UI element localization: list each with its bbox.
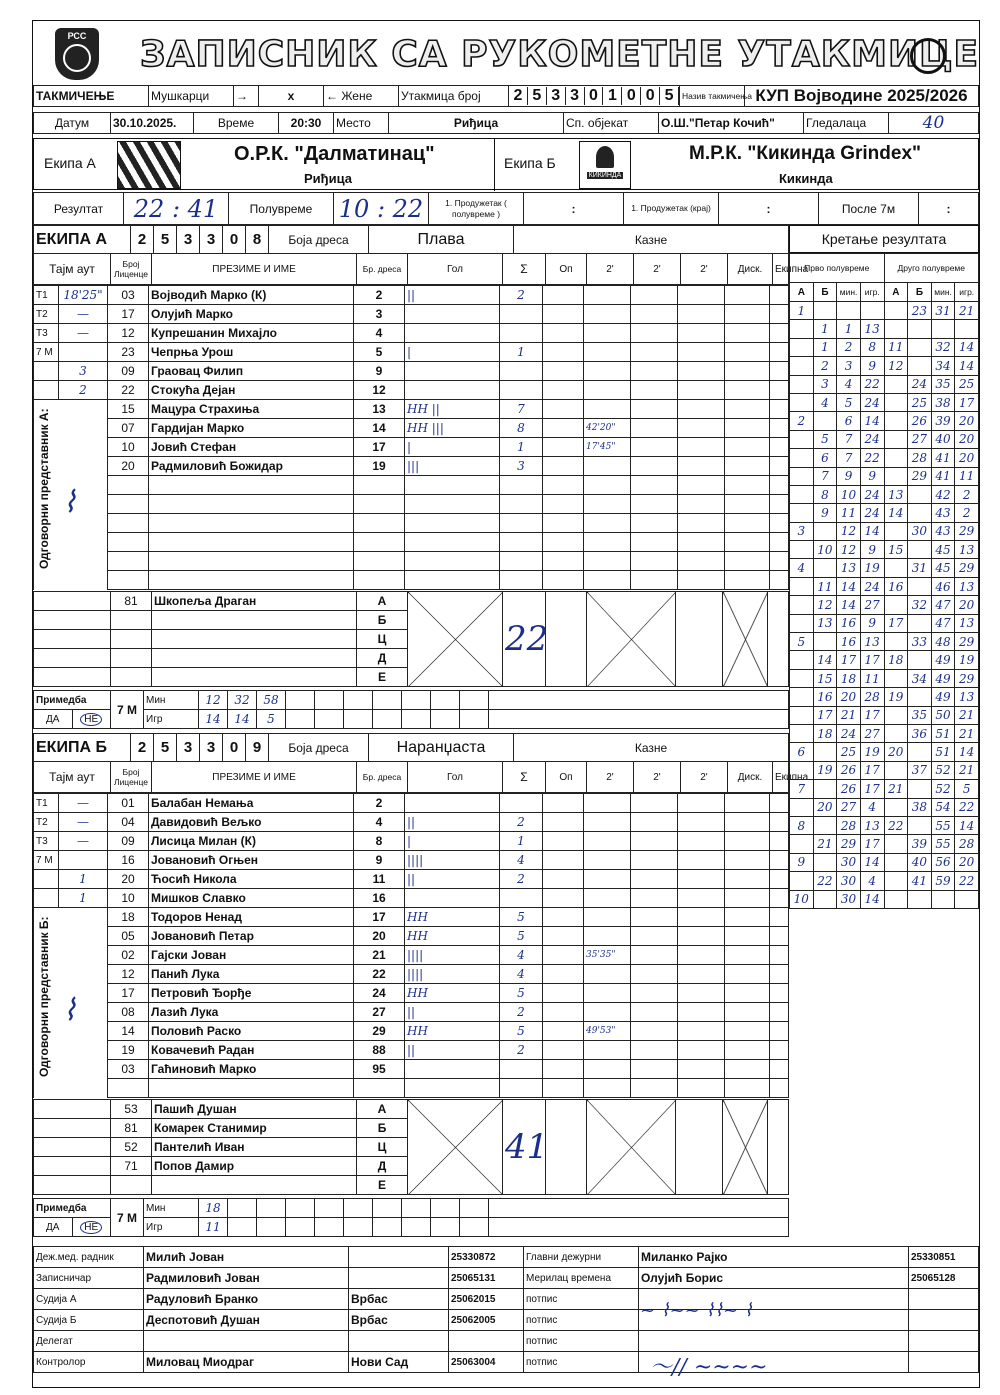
meta-row-2: Датум 30.10.2025. Време 20:30 Место Риђица Сп. објекат О.Ш."Петар Кочић" Гледалаца 40 xyxy=(33,112,979,134)
official-row: 53 Пашић Душан А 41 xyxy=(34,1100,789,1119)
progress-row: 19 26 17 37 52 21 xyxy=(790,761,979,779)
official-row: Е xyxy=(34,1176,789,1195)
team-code-digit: 5 xyxy=(154,226,177,254)
player-row: 2 22 Стокућа Дејан 12 xyxy=(34,381,789,400)
player-row xyxy=(34,476,789,495)
signature-2: 〜∕∕ ~~~~ xyxy=(650,1355,768,1380)
representative-signature: ⌇ xyxy=(62,485,77,520)
progress-row: 1 1 13 xyxy=(790,320,979,338)
player-row: 10 Јовић Стефан 17 | 1 17'45" xyxy=(34,438,789,457)
match-number-digit: 1 xyxy=(603,87,622,105)
team-code-digit: 3 xyxy=(177,226,200,254)
progress-row: 15 18 11 34 49 29 xyxy=(790,669,979,687)
match-number-digit: 3 xyxy=(547,87,566,105)
progress-row: 3 12 14 30 43 29 xyxy=(790,522,979,540)
player-row xyxy=(34,1079,789,1098)
player-row: 7 M 23 Чепрња Урош 5 | 1 xyxy=(34,343,789,362)
match-record-sheet: РСС ЗАПИСНИК СА РУКОМЕТНЕ УТАКМИЦЕ ТАКМИЧЕЊЕ Мушкарци → x ← Жене Утакмица број 2 5 3 3 0 1 0 0 5 Назив такмичења КУП Војводине 2025/2026 Датум 30.10.2025. Време 20:30 Место Риђица Сп. објекат О.Ш."Петар Кочић" Гледалаца 40 Екипа А О.Р.К. "Далматинац" Риђица Екипа Б КИКИНДА М.Р.К. "Кикинда Grindex" Кикинда Резултат 22 : 41 Полувреме 10 : 22 1. Продужетак ( полувреме ) : 1. Продужетак (крај) : После 7м : ЕКИПА А 2 5 3 3 0 8 Боја дреса Плава Казне Тајм аут Број Лиценце ПРЕЗИМЕ И ИМЕ Бр. дреса Гол Σ Оп 2' 2' 2' Диск. Екипна T1 18'25" 03 Војводић Марко (К) 2 || 2 T2 — 17 Олујић Марко 3 T3 — 12 Купрешанин Михајло 4 7 M 23 Чепрња Урош 5 | 1 3 09 Граовац Филип 9 2 22 Стокућа Дејан 12 15 Мацура Страхиња 13 HH || 7 07 Гардијан Марко 14 HH ||| 8 42'20" 10 Јовић Стефан 17 | 1 17'45" 20 Радмиловић Божидар 19 ||| 3 81 Шкопеља Драган А 22 Б Ц Д Е Примедба 7 М Мин 12 32 58 ДА НЕ Игр 14 14 5 Одговорни представник А: ⌇ ЕКИПА Б 2 5 3 3 0 9 Боја дреса Наранџаста Казне Тајм аут Број Лиценце ПРЕЗИМЕ И ИМЕ Бр. дреса Гол Σ Оп 2' 2' 2' Диск. Екипна T1 — 01 Балабан Немања 2 T2 — 04 Давидовић Вељко 4 || 2 T3 — 09 Лисица Милан (К) 8 | 1 7 M 16 Јовановић Огњен 9 |||| 4 1 20 Ћосић Никола 11 || 2 1 10 Мишков Славко 16 18 Тодоров Ненад 17 HH 5 05 Јовановић Петар 20 HH 5 02 Гајски Јован 21 |||| 4 35'35" 12 Панић Лука 22 |||| 4 17 Петровић Ђорђе 24 HH 5 08 Лазић Лука 27 || 2 14 Половић Раско 29 HH 5 49'53" 19 Ковачевић Радан 88 || 2 03 Гаћиновић Марко 95 53 Пашић Душан А 41 81 Комарек Станимир Б 52 Пантелић Иван Ц 71 Попов Дамир Д Е Примедба 7 М Мин 18 ДА НЕ Игр 11 Одговорни представник Б: ⌇ Кретање резултата Прво полувреме Друго полувреме А Б мин. игр. А Б мин. игр. 1 23 31 21 1 1 13 1 2 8 11 32 14 2 3 9 12 34 14 3 4 22 24 35 25 4 5 24 25 38 17 2 6 14 26 39 20 5 7 24 27 40 20 6 7 22 28 41 20 7 9 9 29 41 11 8 10 24 13 42 2 9 11 24 14 43 2 3 12 14 30 43 29 10 12 9 15 45 13 4 13 19 31 45 29 11 14 24 16 46 13 12 14 27 32 47 20 13 16 9 17 47 13 5 16 13 33 48 29 14 17 17 18 49 19 15 18 11 34 49 29 16 20 28 19 49 13 17 21 17 35 50 21 18 24 27 36 51 21 6 25 19 20 51 14 19 26 17 37 52 21 7 26 17 21 52 5 20 27 4 38 54 22 8 28 13 22 55 14 21 29 17 39 55 28 9 30 14 40 56 20 22 30 4 41 59 22 10 30 14 Деж.мед. радник Милић Јован 25330872 Главни дежурни Миланко Рајко 25330851 Записничар Радмиловић Јован 25065131 Мерилац времена Олујић Борис 25065128 Судија А Радуловић Бранко Врбас 25062015 потпис Судија Б Деспотовић Душан Врбас 25062005 потпис Делегат потпис Контролор Миловац Миодраг Нови Сад 25063004 потпис ~ ⌇~~ ⌇⌇~ ⌇ 〜∕∕ ~~~~ xyxy=(0,0,1000,1395)
player-row: T1 — 01 Балабан Немања 2 xyxy=(34,794,789,813)
match-number xyxy=(509,86,680,107)
team_b-header: ЕКИПА Б 2 5 3 3 0 9 Боја дреса Наранџаста Казне xyxy=(33,733,789,762)
team-a-logo xyxy=(117,141,181,189)
team-b-logo: КИКИНДА xyxy=(579,141,631,189)
match-number-digit: 5 xyxy=(528,87,547,105)
player-row: 03 Гаћиновић Марко 95 xyxy=(34,1060,789,1079)
player-row: 18 Тодоров Ненад 17 HH 5 xyxy=(34,908,789,927)
team_a-players xyxy=(33,285,789,590)
progress-row: 1 23 31 21 xyxy=(790,302,979,320)
footer-row: Контролор Миловац Миодраг Нови Сад 25063004 потпис xyxy=(34,1352,979,1373)
player-row xyxy=(34,533,789,552)
official-row: Б xyxy=(34,611,789,630)
crossed-box xyxy=(408,592,503,687)
progress-row: 21 29 17 39 55 28 xyxy=(790,835,979,853)
official-row: 52 Пантелић Иван Ц xyxy=(34,1138,789,1157)
result-row: Резултат 22 : 41 Полувреме 10 : 22 1. Продужетак ( полувреме ) : 1. Продужетак (крај) : После 7м : xyxy=(33,192,979,225)
ball-icon xyxy=(63,44,91,72)
progress-row: 16 20 28 19 49 13 xyxy=(790,688,979,706)
player-row: 19 Ковачевић Радан 88 || 2 xyxy=(34,1041,789,1060)
team-code-digit: 5 xyxy=(154,734,177,762)
official-row: 81 Шкопеља Драган А 22 xyxy=(34,592,789,611)
match-number-digit: 3 xyxy=(566,87,585,105)
player-row xyxy=(34,552,789,571)
player-row: 3 09 Граовац Филип 9 xyxy=(34,362,789,381)
official-row: 81 Комарек Станимир Б xyxy=(34,1119,789,1138)
team_a-officials xyxy=(33,591,789,687)
progress-row: 2 6 14 26 39 20 xyxy=(790,412,979,430)
team-code-digit: 0 xyxy=(223,734,246,762)
match-number-digit: 0 xyxy=(641,87,660,105)
team-code-digit: 2 xyxy=(131,226,154,254)
match-number-digit: 0 xyxy=(622,87,641,105)
progress-row: 11 14 24 16 46 13 xyxy=(790,577,979,595)
representative-signature: ⌇ xyxy=(62,993,77,1028)
officials-footer xyxy=(33,1246,979,1373)
progress-row: 9 11 24 14 43 2 xyxy=(790,504,979,522)
progress-row: 6 25 19 20 51 14 xyxy=(790,743,979,761)
score-progress-table: Прво полувреме Друго полувреме А Б мин. игр. А Б мин. игр. 1 23 31 21 1 1 13 1 2 8 11 32 14 2 3 9 12 34 14 3 4 22 24 35 25 4 5 24 25 38 17 2 6 14 26 39 20 5 7 24 27 40 20 6 7 22 28 41 20 7 9 9 29 41 11 8 10 24 13 42 2 9 11 24 14 43 2 3 12 14 30 43 29 10 12 9 15 45 13 4 13 19 31 45 29 11 14 24 16 46 13 12 14 27 32 47 20 13 16 9 17 47 13 5 16 13 33 48 29 14 17 17 18 49 19 15 18 11 34 49 29 16 20 28 19 49 13 17 21 17 35 50 21 18 24 27 36 51 21 6 25 19 20 51 14 19 26 17 37 52 21 7 26 17 21 52 5 20 27 4 38 54 22 8 28 13 22 55 14 21 29 17 39 55 28 9 30 14 40 56 20 22 30 4 41 59 22 10 30 14 xyxy=(789,253,979,909)
progress-row: 20 27 4 38 54 22 xyxy=(790,798,979,816)
team_a-notes: Примедба 7 М Мин 12 32 58 ДА НЕ Игр 14 14 5 xyxy=(33,690,789,729)
player-row: 1 10 Мишков Славко 16 xyxy=(34,889,789,908)
progress-row: 18 24 27 36 51 21 xyxy=(790,724,979,742)
player-row: T3 — 12 Купрешанин Михајло 4 xyxy=(34,324,789,343)
handball-player-icon xyxy=(596,146,614,168)
signature-1: ~ ⌇~~ ⌇⌇~ ⌇ xyxy=(640,1300,753,1321)
official-row: Д xyxy=(34,649,789,668)
rss-logo: РСС xyxy=(55,28,99,80)
progress-row: 4 13 19 31 45 29 xyxy=(790,559,979,577)
official-row: Ц xyxy=(34,630,789,649)
ball-logo-icon xyxy=(910,38,946,74)
progress-row: 8 10 24 13 42 2 xyxy=(790,485,979,503)
match-number-digit: 2 xyxy=(509,87,528,105)
player-row xyxy=(34,514,789,533)
footer-row: Судија Б Деспотовић Душан Врбас 25062005 потпис xyxy=(34,1310,979,1331)
progress-row: 9 30 14 40 56 20 xyxy=(790,853,979,871)
team_b-officials xyxy=(33,1099,789,1195)
progress-row: 14 17 17 18 49 19 xyxy=(790,651,979,669)
footer-row: Делегат потпис xyxy=(34,1331,979,1352)
progress-row: 6 7 22 28 41 20 xyxy=(790,449,979,467)
progress-row: 5 16 13 33 48 29 xyxy=(790,633,979,651)
team-code-digit: 2 xyxy=(131,734,154,762)
player-row xyxy=(34,571,789,590)
official-row: Е xyxy=(34,668,789,687)
team-code-digit: 0 xyxy=(223,226,246,254)
player-row: T2 — 04 Давидовић Вељко 4 || 2 xyxy=(34,813,789,832)
player-row: T3 — 09 Лисица Милан (К) 8 | 1 xyxy=(34,832,789,851)
progress-row: 22 30 4 41 59 22 xyxy=(790,872,979,890)
player-row: 7 M 16 Јовановић Огњен 9 |||| 4 xyxy=(34,851,789,870)
player-row xyxy=(34,495,789,514)
player-row: 05 Јовановић Петар 20 HH 5 xyxy=(34,927,789,946)
score-progress-header: Кретање резултата xyxy=(789,225,979,253)
match-number-digit: 0 xyxy=(585,87,604,105)
player-row: 20 Радмиловић Божидар 19 ||| 3 xyxy=(34,457,789,476)
match-number-digit: 5 xyxy=(660,87,679,105)
progress-row: 10 12 9 15 45 13 xyxy=(790,541,979,559)
player-row: 07 Гардијан Марко 14 HH ||| 8 42'20" xyxy=(34,419,789,438)
progress-row: 7 26 17 21 52 5 xyxy=(790,780,979,798)
team_a-columns: Тајм аут Број Лиценце ПРЕЗИМЕ И ИМЕ Бр. дреса Гол Σ Оп 2' 2' 2' Диск. Екипна xyxy=(33,253,789,285)
team-code-digit: 3 xyxy=(177,734,200,762)
footer-row: Деж.мед. радник Милић Јован 25330872 Главни дежурни Миланко Рајко 25330851 xyxy=(34,1247,979,1268)
progress-row: 8 28 13 22 55 14 xyxy=(790,816,979,834)
crossed-box xyxy=(587,592,676,687)
crossed-box xyxy=(723,592,768,687)
team-code-digit: 9 xyxy=(246,734,269,762)
progress-row: 7 9 9 29 41 11 xyxy=(790,467,979,485)
team-code-digit: 3 xyxy=(200,734,223,762)
player-row: 15 Мацура Страхиња 13 HH || 7 xyxy=(34,400,789,419)
player-row: T1 18'25" 03 Војводић Марко (К) 2 || 2 xyxy=(34,286,789,305)
player-row: 1 20 Ћосић Никола 11 || 2 xyxy=(34,870,789,889)
footer-row: Записничар Радмиловић Јован 25065131 Мерилац времена Олујић Борис 25065128 xyxy=(34,1268,979,1289)
teams-row: Екипа А О.Р.К. "Далматинац" Риђица Екипа Б КИКИНДА М.Р.К. "Кикинда Grindex" Кикинда xyxy=(33,138,979,190)
progress-row: 2 3 9 12 34 14 xyxy=(790,357,979,375)
progress-row: 13 16 9 17 47 13 xyxy=(790,614,979,632)
player-row: 14 Половић Раско 29 HH 5 49'53" xyxy=(34,1022,789,1041)
meta-row-1: ТАКМИЧЕЊЕ Мушкарци → x ← Жене Утакмица број 2 5 3 3 0 1 0 0 5 Назив такмичења КУП Војводине 2025/2026 xyxy=(33,85,979,107)
footer-row: Судија А Радуловић Бранко Врбас 25062015 потпис xyxy=(34,1289,979,1310)
team_b-columns: Тајм аут Број Лиценце ПРЕЗИМЕ И ИМЕ Бр. дреса Гол Σ Оп 2' 2' 2' Диск. Екипна xyxy=(33,761,789,793)
player-row: 17 Петровић Ђорђе 24 HH 5 xyxy=(34,984,789,1003)
progress-row: 17 21 17 35 50 21 xyxy=(790,706,979,724)
team_b-notes: Примедба 7 М Мин 18 ДА НЕ Игр 11 xyxy=(33,1198,789,1237)
crossed-box xyxy=(587,1100,676,1195)
team_a-header: ЕКИПА А 2 5 3 3 0 8 Боја дреса Плава Казне xyxy=(33,225,789,254)
team-code-digit: 3 xyxy=(200,226,223,254)
team-code-digit: 8 xyxy=(246,226,269,254)
progress-row: 3 4 22 24 35 25 xyxy=(790,375,979,393)
player-row: T2 — 17 Олујић Марко 3 xyxy=(34,305,789,324)
progress-row: 1 2 8 11 32 14 xyxy=(790,338,979,356)
progress-row: 5 7 24 27 40 20 xyxy=(790,430,979,448)
crossed-box xyxy=(408,1100,503,1195)
progress-row: 10 30 14 xyxy=(790,890,979,908)
team_b-players xyxy=(33,793,789,1098)
player-row: 08 Лазић Лука 27 || 2 xyxy=(34,1003,789,1022)
crossed-box xyxy=(723,1100,768,1195)
page-title: ЗАПИСНИК СА РУКОМЕТНЕ УТАКМИЦЕ xyxy=(140,34,980,75)
player-row: 02 Гајски Јован 21 |||| 4 35'35" xyxy=(34,946,789,965)
player-row: 12 Панић Лука 22 |||| 4 xyxy=(34,965,789,984)
official-row: 71 Попов Дамир Д xyxy=(34,1157,789,1176)
progress-row: 12 14 27 32 47 20 xyxy=(790,596,979,614)
progress-row: 4 5 24 25 38 17 xyxy=(790,393,979,411)
